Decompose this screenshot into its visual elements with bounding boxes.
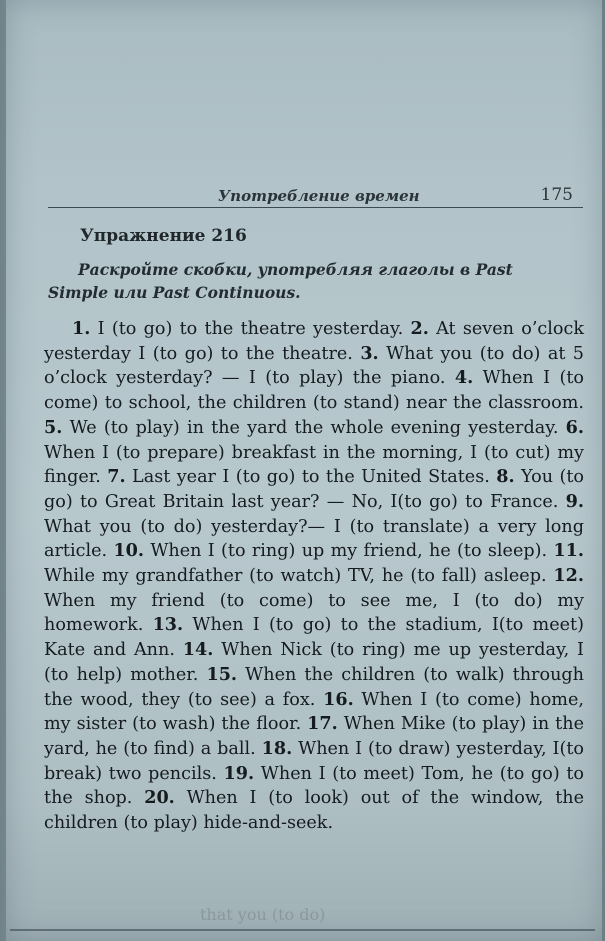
sentence-text: When I (to ring) up my friend, he (to sleep).: [144, 541, 554, 562]
sentence-number: 8.: [496, 466, 515, 488]
running-title: Употребление времен: [218, 187, 420, 205]
sentence: [113, 541, 553, 561]
sentence: [44, 418, 566, 438]
page-number: 175: [540, 185, 573, 205]
sentence-text: When my friend (to come) to see me, I (to do) my homework.: [44, 590, 584, 636]
sentence-number: 20.: [144, 787, 175, 809]
sentence-number: 6.: [565, 416, 584, 438]
sentence-number: 7.: [107, 466, 126, 488]
sentence-number: 19.: [223, 762, 255, 784]
sentence-number: 17.: [307, 713, 338, 735]
sentence-number: 5.: [44, 416, 63, 438]
sentence-text: When I (to prepare) breakfast in the morning, I (to cut) my finger.: [44, 442, 584, 488]
sentence-number: 3.: [360, 342, 379, 364]
exercise-body: [44, 317, 584, 836]
sentence-number: 9.: [565, 490, 584, 512]
sentence: [72, 319, 411, 339]
sentence-text: What you (to do) at 5 o’clock yesterday? — I (to play) the piano.: [44, 343, 584, 389]
sentence-number: 18.: [261, 737, 293, 759]
sentence: [107, 467, 496, 487]
bleed-through-text: that you (to do): [200, 905, 326, 924]
sentence-text: When I (to come) to school, the children (to stand) near the classroom.: [44, 368, 584, 414]
sentence-text: When I (to go) to the stadium, I(to meet) Kate and Ann.: [44, 615, 584, 661]
sentence-text: When I (to meet) Tom, he (to go) to the shop.: [44, 763, 584, 809]
sentence-number: 11.: [553, 540, 584, 562]
sentence-text: I (to go) to the theatre yesterday.: [90, 319, 411, 339]
sentence-number: 15.: [206, 663, 238, 685]
sentence-number: 1.: [72, 318, 91, 339]
sentence-text: What you (to do) yesterday?— I (to translate) a very long article.: [44, 516, 584, 562]
sentence-text: When I (to look) out of the window, the children (to play) hide-and-seek.: [44, 788, 585, 834]
sentence-number: 14.: [182, 639, 214, 661]
page-header: [48, 185, 583, 208]
sentence-text: When I (to draw) yesterday, I(to break) two pencils.: [44, 738, 584, 784]
sentence-text: While my grandfather (to watch) TV, he (to fall) asleep.: [44, 566, 554, 587]
sentence-text: When the children (to walk) through the wood, they (to see) a fox.: [44, 664, 584, 710]
exercise-title: Упражнение 216: [80, 226, 247, 246]
sentence-number: 12.: [553, 565, 584, 587]
sentence-number: 16.: [323, 688, 354, 710]
sentence-text: When I (to come) home, my sister (to wash) the floor.: [44, 689, 584, 735]
sentence-number: 2.: [410, 318, 429, 339]
sentence-text: We (to play) in the yard the whole evening yesterday.: [62, 417, 566, 438]
sentence-number: 13.: [152, 614, 184, 636]
sentence-text: When Mike (to play) in the yard, he (to find) a ball.: [44, 714, 584, 759]
sentence-text: When Nick (to ring) me up yesterday, I (to help) mother.: [44, 640, 585, 685]
bottom-rule: [10, 929, 595, 931]
sentence-number: 4.: [454, 367, 474, 389]
sentence-text: Last year I (to go) to the United States.: [125, 467, 497, 488]
sentence-text: You (to go) to Great Britain last year? — No, I(to go) to France.: [44, 467, 584, 512]
exercise-instruction: Раскройте скобки, употребляя глаголы в Past Simple или Past Continuous.: [48, 260, 513, 302]
sentence-number: 10.: [113, 540, 145, 562]
sentence-text: At seven o’clock yesterday I (to go) to the theatre.: [44, 319, 585, 364]
